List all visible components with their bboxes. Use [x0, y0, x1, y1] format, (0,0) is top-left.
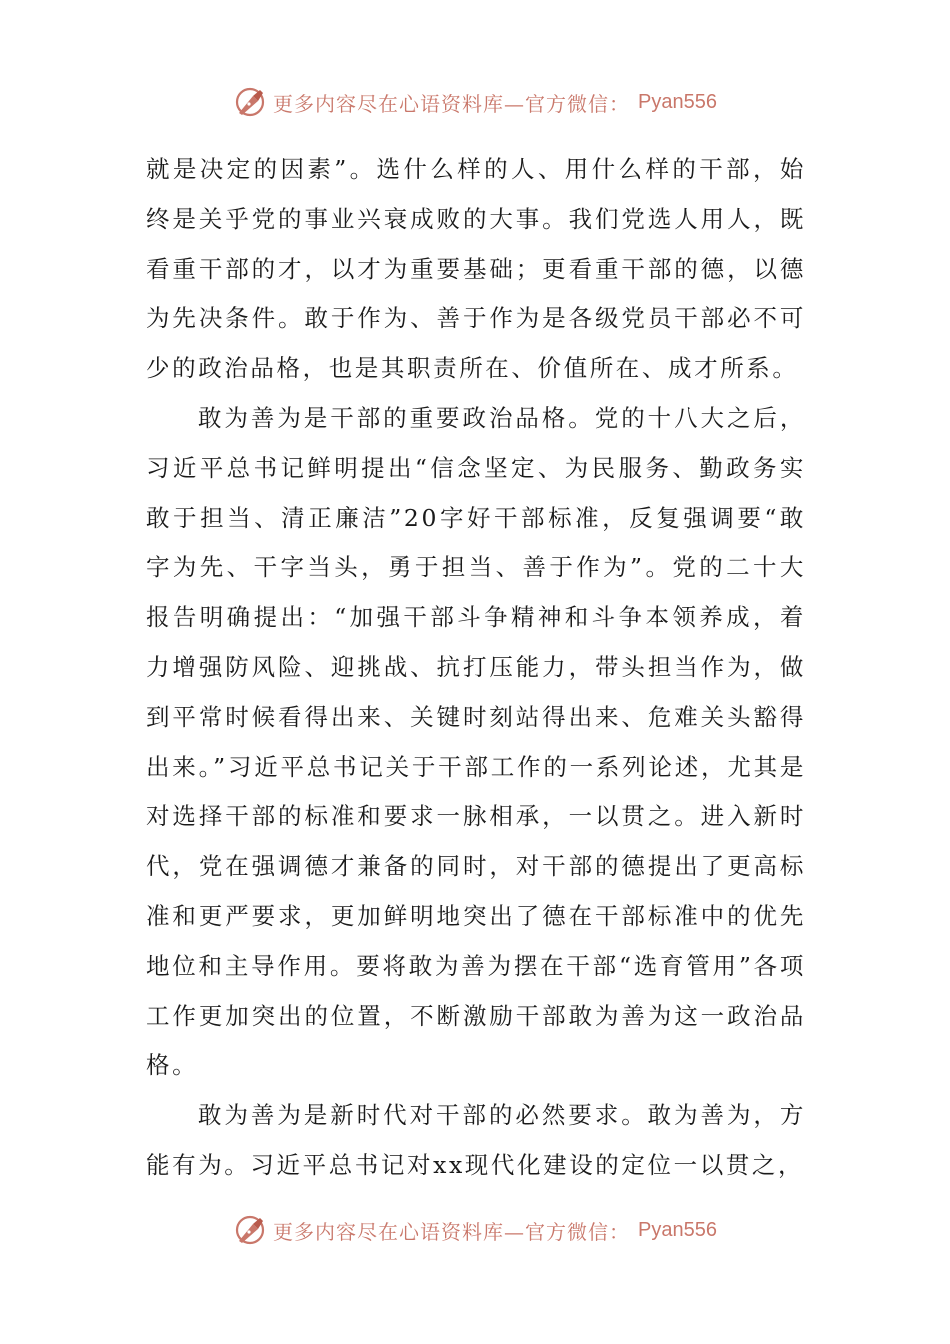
- watermark-wechat-id: Pyan556: [638, 90, 717, 113]
- watermark-text: 更多内容尽在心语资料库—官方微信：: [273, 1219, 631, 1244]
- paragraph-1: 就是决定的因素”。选什么样的人、用什么样的干部，始终是关乎党的事业兴衰成败的大事。我们党选人用人，既看重干部的才，以才为重要基础；更看重干部的德，以德为先决条件。敢于作为、善于作为是各级党员干部必不可少的政治品格，也是其职责所在、价值所在、成才所系。: [146, 155, 806, 383]
- paragraph-3: 敢为善为是新时代对干部的必然要求。敢为善为，方能有为。习近平总书记对xx现代化建设的定位一以贯之，: [146, 1101, 806, 1179]
- paragraph-2: 敢为善为是干部的重要政治品格。党的十八大之后，习近平总书记鲜明提出“信念坚定、为民服务、勤政务实敢于担当、清正廉洁”20字好干部标准，反复强调要“敢字为先、干字当头，勇于担当、善于作为”。党的二十大报告明确提出：“加强干部斗争精神和斗争本领养成，着力增强防风险、迎挑战、抗打压能力，带头担当作为，做到平常时候看得出来、关键时刻站得出来、危难关头豁得出来。”习近平总书记关于干部工作的一系列论述，尤其是对选择干部的标准和要求一脉相承，一以贯之。进入新时代，党在强调德才兼备的同时，对干部的德提出了更高标准和更严要求，更加鲜明地突出了德在干部标准中的优先地位和主导作用。要将敢为善为摆在干部“选育管用”各项工作更加突出的位置，不断激励干部敢为善为这一政治品格。: [146, 403, 806, 1080]
- watermark-wechat-id: Pyan556: [638, 1218, 717, 1241]
- document-body: [146, 145, 806, 1191]
- watermark-text: 更多内容尽在心语资料库—官方微信：: [273, 91, 631, 116]
- pen-nib-icon: [233, 1213, 267, 1247]
- footer-watermark: [0, 1210, 950, 1250]
- pen-nib-icon: [233, 85, 267, 119]
- header-watermark: [0, 82, 950, 122]
